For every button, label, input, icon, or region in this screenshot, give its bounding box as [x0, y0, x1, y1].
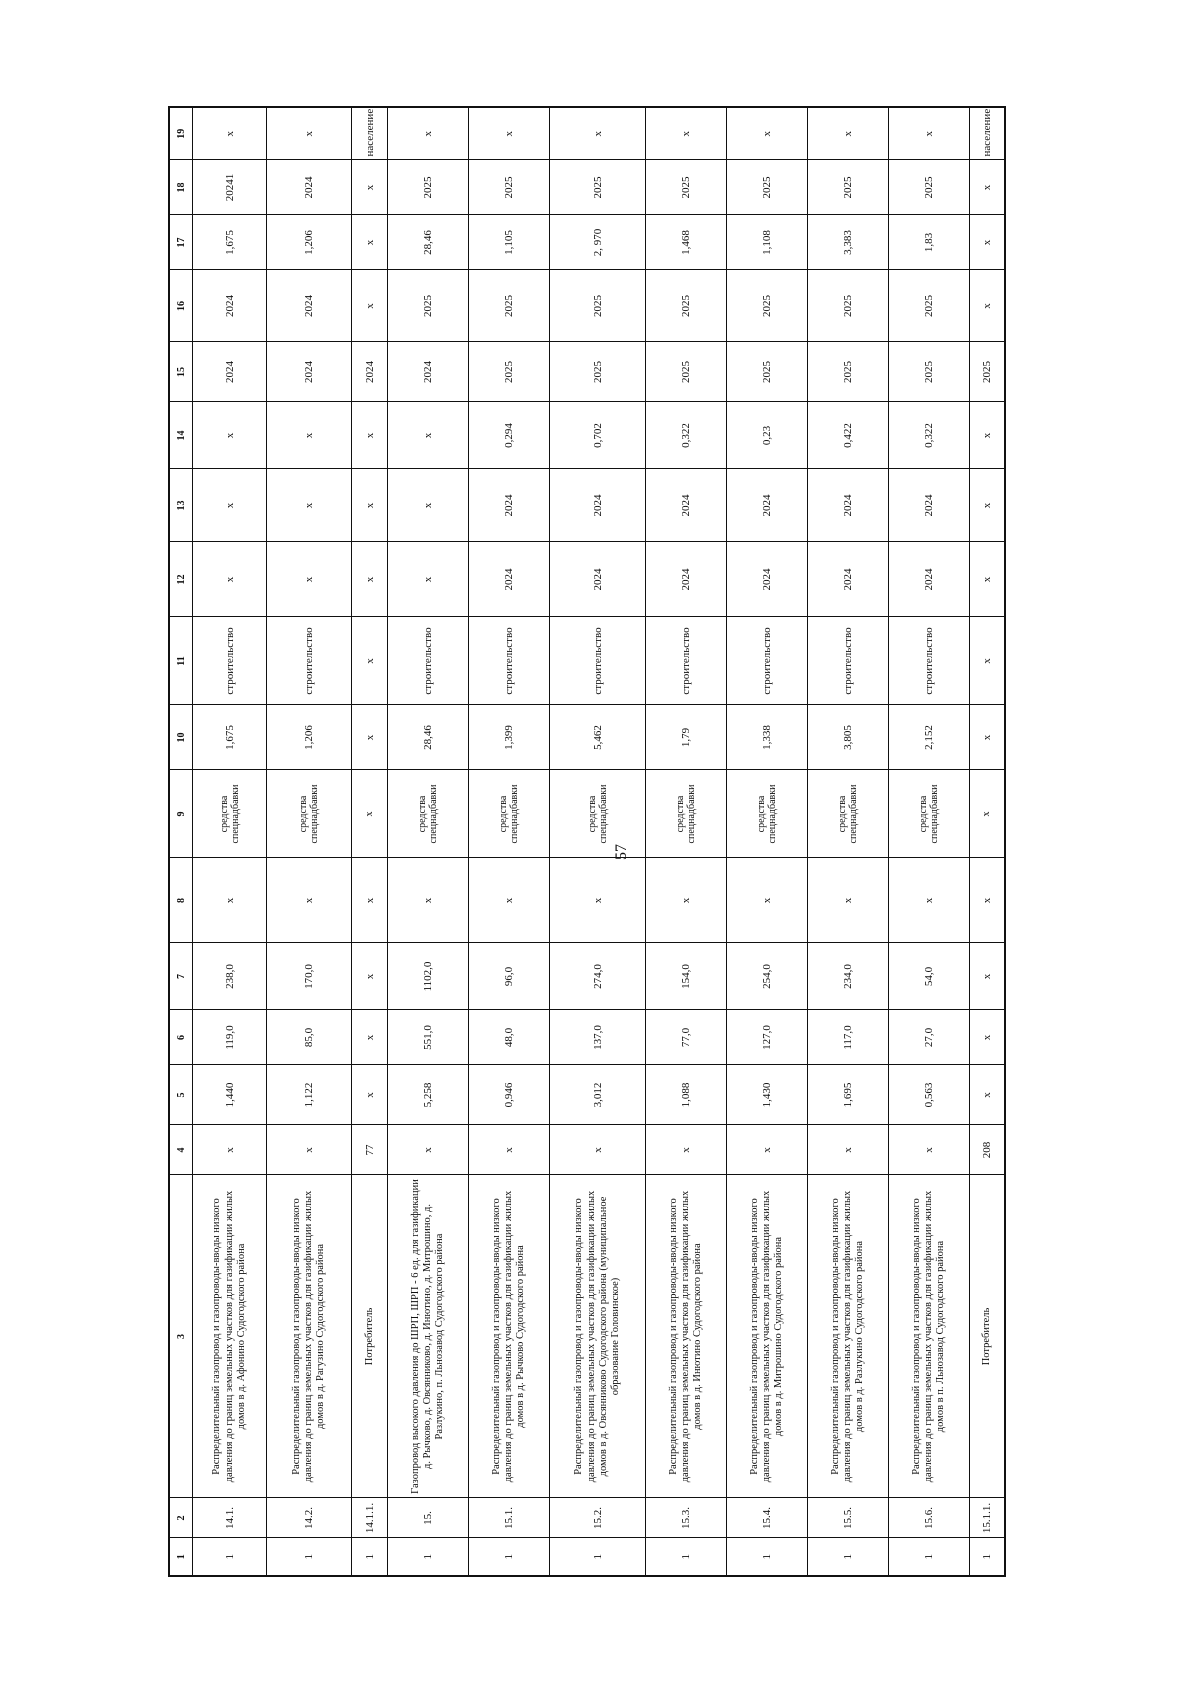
col-header: 1	[169, 1538, 193, 1576]
table-cell: 1,79	[646, 705, 727, 770]
table-cell: 77	[352, 1125, 388, 1175]
table-cell: x	[888, 858, 969, 943]
table-cell: 0,946	[469, 1065, 550, 1125]
table-cell: 117,0	[807, 1010, 888, 1065]
table-cell: 2025	[388, 160, 469, 215]
table-cell: x	[549, 107, 646, 160]
col-header: 19	[169, 107, 193, 160]
table-cell: 1,338	[727, 705, 808, 770]
table-cell: 2025	[549, 342, 646, 402]
col-header: 5	[169, 1065, 193, 1125]
table-cell: 1	[549, 1538, 646, 1576]
table-cell: 15.1.1.	[969, 1498, 1005, 1538]
table-cell: x	[352, 270, 388, 342]
table-cell: 1	[888, 1538, 969, 1576]
table-cell: 0,23	[727, 402, 808, 469]
rotated-table-container	[168, 108, 1006, 1577]
col-header: 3	[169, 1175, 193, 1498]
table-cell: x	[193, 469, 267, 542]
table-cell: x	[807, 107, 888, 160]
table-cell: 2024	[807, 542, 888, 617]
table-cell: 2024	[646, 542, 727, 617]
table-cell: 85,0	[267, 1010, 352, 1065]
table-header-row	[169, 107, 193, 1576]
table-cell: строительство	[727, 617, 808, 705]
table-cell: 274,0	[549, 943, 646, 1010]
table-cell: 208	[969, 1125, 1005, 1175]
table-cell: 15.2.	[549, 1498, 646, 1538]
table-cell: 254,0	[727, 943, 808, 1010]
table-cell: 1,695	[807, 1065, 888, 1125]
table-cell: x	[969, 270, 1005, 342]
table-cell: 1,675	[193, 705, 267, 770]
table-cell: Распределительный газопровод и газопроводы-вводы низкого давления до границ земельных участков для газификации жилых домов в д. Инютино Судогодского района	[646, 1175, 727, 1498]
table-cell: x	[267, 1125, 352, 1175]
table-cell: x	[267, 858, 352, 943]
table-cell: x	[969, 1010, 1005, 1065]
table-row	[807, 107, 888, 1576]
table-cell: 1	[969, 1538, 1005, 1576]
table-cell: 2025	[807, 160, 888, 215]
table-cell: 15.	[388, 1498, 469, 1538]
table-cell: средства спецнадбавки	[807, 770, 888, 858]
table-cell: 2024	[888, 469, 969, 542]
table-cell: 20241	[193, 160, 267, 215]
table-cell: x	[969, 770, 1005, 858]
table-cell: 551,0	[388, 1010, 469, 1065]
table-row	[469, 107, 550, 1576]
table-cell: x	[469, 107, 550, 160]
table-cell: 2024	[193, 342, 267, 402]
table-cell: x	[469, 858, 550, 943]
col-header: 18	[169, 160, 193, 215]
table-cell: 0,422	[807, 402, 888, 469]
table-cell: 1,088	[646, 1065, 727, 1125]
table-cell: 1,399	[469, 705, 550, 770]
table-cell: Распределительный газопровод и газопроводы-вводы низкого давления до границ земельных участков для газификации жилых домов в д. Митрошино Судогодского района	[727, 1175, 808, 1498]
table-cell: 1,440	[193, 1065, 267, 1125]
table-cell: 2025	[888, 160, 969, 215]
table-cell: x	[969, 160, 1005, 215]
table-cell: 2025	[469, 160, 550, 215]
table-row	[888, 107, 969, 1576]
col-header: 10	[169, 705, 193, 770]
table-cell: 1	[267, 1538, 352, 1576]
table-cell: 1,675	[193, 215, 267, 270]
table-cell: 28,46	[388, 705, 469, 770]
table-cell: x	[549, 1125, 646, 1175]
table-cell: x	[267, 107, 352, 160]
col-header: 16	[169, 270, 193, 342]
table-cell: 1,206	[267, 215, 352, 270]
table-cell: средства спецнадбавки	[646, 770, 727, 858]
table-cell: x	[969, 1065, 1005, 1125]
table-row	[646, 107, 727, 1576]
table-cell: население	[969, 107, 1005, 160]
table-row	[388, 107, 469, 1576]
table-cell: x	[807, 1125, 888, 1175]
table-row	[267, 107, 352, 1576]
col-header: 6	[169, 1010, 193, 1065]
table-cell: население	[352, 107, 388, 160]
table-cell: x	[193, 107, 267, 160]
table-cell: 2025	[969, 342, 1005, 402]
table-cell: 1	[388, 1538, 469, 1576]
table-cell: Распределительный газопровод и газопроводы-вводы низкого давления до границ земельных участков для газификации жилых домов в д. Афонино Судогодского района	[193, 1175, 267, 1498]
table-row	[352, 107, 388, 1576]
table-cell: 2024	[888, 542, 969, 617]
table-cell: 2025	[807, 342, 888, 402]
table-cell: 170,0	[267, 943, 352, 1010]
table-cell: строительство	[388, 617, 469, 705]
table-cell: x	[969, 705, 1005, 770]
col-header: 4	[169, 1125, 193, 1175]
table-cell: 2024	[469, 542, 550, 617]
table-row	[969, 107, 1005, 1576]
table-cell: 2024	[352, 342, 388, 402]
table-cell: x	[267, 402, 352, 469]
table-cell: 2025	[388, 270, 469, 342]
table-row	[549, 107, 646, 1576]
table-cell: x	[352, 1065, 388, 1125]
table-cell: строительство	[267, 617, 352, 705]
table-cell: строительство	[646, 617, 727, 705]
table-cell: строительство	[888, 617, 969, 705]
table-cell: x	[646, 1125, 727, 1175]
table-cell: 2025	[727, 342, 808, 402]
table-cell: строительство	[193, 617, 267, 705]
table-cell: 15.3.	[646, 1498, 727, 1538]
table-cell: 48,0	[469, 1010, 550, 1065]
table-cell: средства спецнадбавки	[888, 770, 969, 858]
table-cell: 2025	[549, 160, 646, 215]
table-cell: 127,0	[727, 1010, 808, 1065]
table-cell: x	[352, 858, 388, 943]
table-cell: 2024	[267, 160, 352, 215]
table-cell: x	[193, 1125, 267, 1175]
table-cell: 2025	[888, 342, 969, 402]
table-cell: x	[352, 542, 388, 617]
table-cell: x	[549, 858, 646, 943]
table-cell: строительство	[549, 617, 646, 705]
col-header: 12	[169, 542, 193, 617]
table-cell: 2, 970	[549, 215, 646, 270]
table-cell: 238,0	[193, 943, 267, 1010]
table-cell: 5,258	[388, 1065, 469, 1125]
table-body	[193, 107, 1006, 1576]
table-cell: 154,0	[646, 943, 727, 1010]
table-row	[193, 107, 267, 1576]
table-cell: 1,105	[469, 215, 550, 270]
table-cell: 14.1.1.	[352, 1498, 388, 1538]
col-header: 13	[169, 469, 193, 542]
table-cell: 2024	[646, 469, 727, 542]
table-cell: x	[193, 858, 267, 943]
col-header: 15	[169, 342, 193, 402]
table-cell: 15.5.	[807, 1498, 888, 1538]
table-cell: x	[352, 215, 388, 270]
col-header: 2	[169, 1498, 193, 1538]
table-cell: строительство	[469, 617, 550, 705]
table-cell: x	[352, 160, 388, 215]
table-cell: x	[807, 858, 888, 943]
table-cell: x	[469, 1125, 550, 1175]
table-cell: 3,805	[807, 705, 888, 770]
table-cell: 0,563	[888, 1065, 969, 1125]
table-cell: Потребитель	[969, 1175, 1005, 1498]
table-cell: x	[727, 1125, 808, 1175]
table-cell: x	[969, 943, 1005, 1010]
table-cell: 2025	[807, 270, 888, 342]
table-cell: средства спецнадбавки	[549, 770, 646, 858]
table-cell: 0,322	[646, 402, 727, 469]
table-cell: 1	[469, 1538, 550, 1576]
table-cell: 2025	[727, 160, 808, 215]
table-cell: 2024	[727, 469, 808, 542]
table-cell: 1,430	[727, 1065, 808, 1125]
table-cell: 1102,0	[388, 943, 469, 1010]
table-cell: 1	[352, 1538, 388, 1576]
table-cell: x	[352, 705, 388, 770]
table-cell: Распределительный газопровод и газопроводы-вводы низкого давления до границ земельных участков для газификации жилых домов в д. Рычково Судогодского района	[469, 1175, 550, 1498]
table-cell: x	[969, 542, 1005, 617]
table-cell: Газопровод высокого давления до ШРП, ШРП - 6 ед. для газификации д. Рычково, д. Овсянниково, д. Инютино, д. Митрошино, д. Разлукино, п. Льнозавод Судогодского района	[388, 1175, 469, 1498]
table-cell: 2025	[469, 270, 550, 342]
table-cell: x	[646, 858, 727, 943]
table-cell: 2025	[549, 270, 646, 342]
table-cell: x	[352, 617, 388, 705]
table-row	[727, 107, 808, 1576]
table-cell: 0,702	[549, 402, 646, 469]
col-header: 14	[169, 402, 193, 469]
table-cell: x	[193, 402, 267, 469]
col-header: 11	[169, 617, 193, 705]
table-cell: x	[388, 469, 469, 542]
table-cell: x	[388, 1125, 469, 1175]
table-cell: x	[352, 770, 388, 858]
table-cell: x	[969, 858, 1005, 943]
table-cell: 2024	[549, 542, 646, 617]
table-cell: 2025	[727, 270, 808, 342]
data-table	[168, 106, 1006, 1577]
table-cell: 27,0	[888, 1010, 969, 1065]
table-cell: 96,0	[469, 943, 550, 1010]
table-cell: 2025	[646, 160, 727, 215]
table-cell: x	[969, 215, 1005, 270]
table-cell: 1,206	[267, 705, 352, 770]
table-cell: 15.6.	[888, 1498, 969, 1538]
table-cell: 1,83	[888, 215, 969, 270]
table-cell: x	[352, 402, 388, 469]
table-cell: x	[193, 542, 267, 617]
table-cell: x	[969, 469, 1005, 542]
table-cell: 2024	[469, 469, 550, 542]
table-cell: средства спецнадбавки	[469, 770, 550, 858]
table-cell: 234,0	[807, 943, 888, 1010]
table-cell: x	[727, 858, 808, 943]
col-header: 17	[169, 215, 193, 270]
table-cell: x	[352, 1010, 388, 1065]
table-cell: x	[267, 469, 352, 542]
table-cell: x	[388, 402, 469, 469]
table-cell: x	[646, 107, 727, 160]
table-cell: 2024	[807, 469, 888, 542]
table-cell: 2025	[646, 342, 727, 402]
table-cell: 15.4.	[727, 1498, 808, 1538]
table-cell: 3,383	[807, 215, 888, 270]
table-cell: Распределительный газопровод и газопроводы-вводы низкого давления до границ земельных участков для газификации жилых домов в д. Рагузино Судогодского района	[267, 1175, 352, 1498]
table-cell: 1,108	[727, 215, 808, 270]
table-cell: 1,468	[646, 215, 727, 270]
table-cell: Потребитель	[352, 1175, 388, 1498]
table-cell: 2024	[549, 469, 646, 542]
table-cell: 2025	[888, 270, 969, 342]
table-cell: Распределительный газопровод и газопроводы-вводы низкого давления до границ земельных участков для газификации жилых домов в д. Овсянниково Судогодского района (муниципальное образование Головинское)	[549, 1175, 646, 1498]
table-cell: x	[969, 617, 1005, 705]
table-cell: 119,0	[193, 1010, 267, 1065]
page-number: 57	[613, 844, 630, 860]
col-header: 8	[169, 858, 193, 943]
table-cell: 2024	[267, 342, 352, 402]
table-cell: x	[888, 1125, 969, 1175]
table-cell: x	[388, 858, 469, 943]
table-cell: x	[388, 107, 469, 160]
table-cell: 54,0	[888, 943, 969, 1010]
table-cell: 2025	[646, 270, 727, 342]
table-cell: x	[388, 542, 469, 617]
table-cell: x	[727, 107, 808, 160]
table-cell: 0,322	[888, 402, 969, 469]
table-cell: 1	[646, 1538, 727, 1576]
col-header: 9	[169, 770, 193, 858]
table-cell: средства спецнадбавки	[727, 770, 808, 858]
table-cell: 2024	[727, 542, 808, 617]
table-cell: 5,462	[549, 705, 646, 770]
table-cell: 1	[193, 1538, 267, 1576]
table-cell: x	[888, 107, 969, 160]
table-cell: 2,152	[888, 705, 969, 770]
table-cell: 137,0	[549, 1010, 646, 1065]
table-cell: x	[969, 402, 1005, 469]
table-cell: 1	[807, 1538, 888, 1576]
table-cell: 2025	[469, 342, 550, 402]
table-cell: 0,294	[469, 402, 550, 469]
table-cell: 14.2.	[267, 1498, 352, 1538]
table-cell: 2024	[388, 342, 469, 402]
table-cell: строительство	[807, 617, 888, 705]
table-cell: x	[352, 943, 388, 1010]
table-cell: 1	[727, 1538, 808, 1576]
table-cell: x	[352, 469, 388, 542]
table-cell: Распределительный газопровод и газопроводы-вводы низкого давления до границ земельных участков для газификации жилых домов в п. Льнозавод Судогодского района	[888, 1175, 969, 1498]
table-cell: 15.1.	[469, 1498, 550, 1538]
table-cell: 3,012	[549, 1065, 646, 1125]
table-cell: x	[267, 542, 352, 617]
table-cell: 2024	[267, 270, 352, 342]
table-cell: 1,122	[267, 1065, 352, 1125]
table-cell: 2024	[193, 270, 267, 342]
col-header: 7	[169, 943, 193, 1010]
table-cell: средства спецнадбавки	[267, 770, 352, 858]
table-cell: средства спецнадбавки	[193, 770, 267, 858]
table-cell: средства спецнадбавки	[388, 770, 469, 858]
table-cell: 77,0	[646, 1010, 727, 1065]
table-cell: Распределительный газопровод и газопроводы-вводы низкого давления до границ земельных участков для газификации жилых домов в д. Разлукино Судогодского района	[807, 1175, 888, 1498]
table-cell: 28,46	[388, 215, 469, 270]
table-cell: 14.1.	[193, 1498, 267, 1538]
